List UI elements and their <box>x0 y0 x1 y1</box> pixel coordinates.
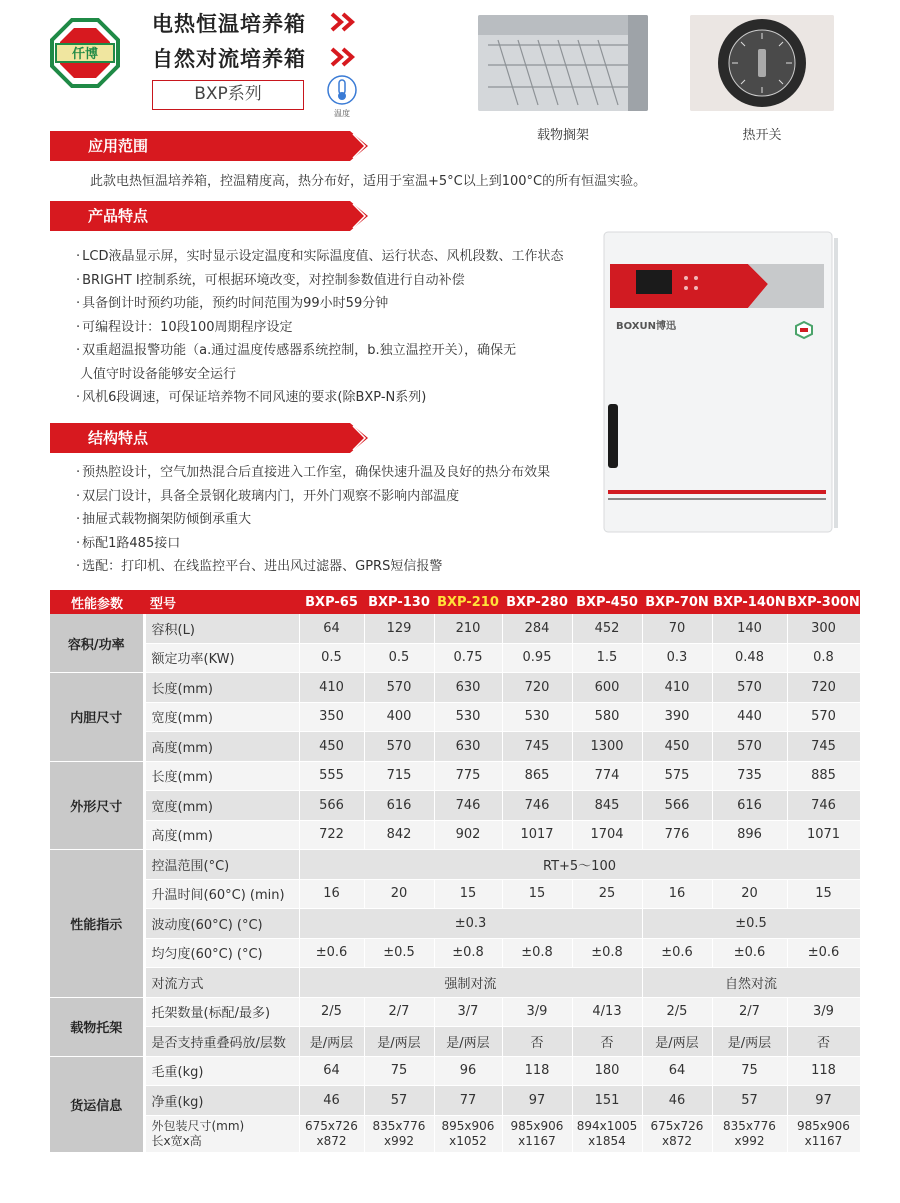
table-cell: 77 <box>434 1086 502 1116</box>
table-cell: 570 <box>787 702 860 732</box>
table-cell: 是/两层 <box>712 1027 787 1057</box>
param-label: 波动度(60°C) (°C) <box>144 909 299 939</box>
table-cell: 575 <box>642 761 712 791</box>
table-cell: 64 <box>299 614 364 643</box>
table-cell: 1704 <box>572 820 642 850</box>
table-cell: 是/两层 <box>642 1027 712 1057</box>
table-cell: 15 <box>787 879 860 909</box>
application-text: 此款电热恒温培养箱，控温精度高，热分布好，适用于室温+5°C以上到100°C的所有恒温实验。 <box>90 174 647 189</box>
table-cell-merged: 自然对流 <box>642 968 860 998</box>
param-label: 宽度(mm) <box>144 791 299 821</box>
table-cell: 20 <box>712 879 787 909</box>
table-cell: 745 <box>502 732 572 762</box>
table-cell: 570 <box>712 732 787 762</box>
list-item: · 具备倒计时预约功能，预约时间范围为99小时59分钟 <box>76 292 563 316</box>
table-cell: 600 <box>572 673 642 703</box>
table-cell: 566 <box>642 791 712 821</box>
header-model: BXP-280 <box>502 590 572 614</box>
param-label: 长度(mm) <box>144 673 299 703</box>
table-cell: 896 <box>712 820 787 850</box>
table-cell: 902 <box>434 820 502 850</box>
table-cell: 865 <box>502 761 572 791</box>
table-cell: 75 <box>712 1056 787 1086</box>
param-label: 毛重(kg) <box>144 1056 299 1086</box>
table-cell: 885 <box>787 761 860 791</box>
table-cell: 0.5 <box>299 643 364 673</box>
param-label: 对流方式 <box>144 968 299 998</box>
header-model: BXP-130 <box>364 590 434 614</box>
series-label: BXP系列 <box>152 80 304 110</box>
table-cell: 57 <box>364 1086 434 1116</box>
header-model: BXP-70N <box>642 590 712 614</box>
table-cell: 580 <box>572 702 642 732</box>
list-item: · 预热腔设计，空气加热混合后直接进入工作室，确保快速升温及良好的热分布效果 <box>76 461 550 485</box>
table-cell: 1071 <box>787 820 860 850</box>
table-cell: 25 <box>572 879 642 909</box>
group-label: 外形尺寸 <box>50 761 144 850</box>
table-cell: 2/5 <box>299 997 364 1027</box>
table-cell: 46 <box>642 1086 712 1116</box>
table-cell: 否 <box>502 1027 572 1057</box>
cell-line: 835x776 <box>723 1118 776 1133</box>
table-cell: 是/两层 <box>434 1027 502 1057</box>
table-cell: 1.5 <box>572 643 642 673</box>
product-brand-text: BOXUN博迅 <box>616 321 676 332</box>
group-label: 性能指示 <box>50 850 144 998</box>
table-cell: 616 <box>364 791 434 821</box>
cell-line: 895x906 <box>441 1118 495 1133</box>
table-cell: 16 <box>299 879 364 909</box>
param-label: 托架数量(标配/最多) <box>144 997 299 1027</box>
table-cell: 570 <box>712 673 787 703</box>
structure-list <box>76 461 550 579</box>
table-cell: 566 <box>299 791 364 821</box>
cell-line: x1854 <box>588 1133 626 1148</box>
spec-table <box>50 590 861 1153</box>
table-cell <box>299 1115 364 1152</box>
table-cell: 16 <box>642 879 712 909</box>
table-cell: 75 <box>364 1056 434 1086</box>
table-row <box>50 850 860 880</box>
temperature-label: 温度 <box>334 109 350 118</box>
table-cell: 715 <box>364 761 434 791</box>
table-cell: 845 <box>572 791 642 821</box>
table-cell: 210 <box>434 614 502 643</box>
table-cell: 97 <box>502 1086 572 1116</box>
param-label-line: 长x宽x高 <box>151 1133 202 1148</box>
table-cell: ±0.5 <box>364 938 434 968</box>
table-cell: 390 <box>642 702 712 732</box>
group-label: 货运信息 <box>50 1056 144 1152</box>
double-chevron-icon <box>330 47 356 67</box>
cell-line: x1052 <box>449 1133 487 1148</box>
table-cell: ±0.6 <box>712 938 787 968</box>
param-label: 高度(mm) <box>144 732 299 762</box>
table-cell: 774 <box>572 761 642 791</box>
table-cell: 2/5 <box>642 997 712 1027</box>
table-cell: 440 <box>712 702 787 732</box>
list-item: · 风机6段调速，可保证培养物不同风速的要求(除BXP-N系列) <box>76 386 563 410</box>
list-item: · BRIGHT I控制系统，可根据环境改变，对控制参数值进行自动补偿 <box>76 269 563 293</box>
cell-line: x992 <box>734 1133 765 1148</box>
table-cell-merged: ±0.5 <box>642 909 860 939</box>
table-cell: 530 <box>434 702 502 732</box>
table-cell: 1300 <box>572 732 642 762</box>
table-cell <box>364 1115 434 1152</box>
table-cell: 616 <box>712 791 787 821</box>
table-cell: 0.48 <box>712 643 787 673</box>
table-cell: 3/7 <box>434 997 502 1027</box>
table-cell: ±0.6 <box>787 938 860 968</box>
table-cell: 3/9 <box>787 997 860 1027</box>
table-cell: 1017 <box>502 820 572 850</box>
group-label: 容积/功率 <box>50 614 144 673</box>
table-cell: 是/两层 <box>364 1027 434 1057</box>
table-cell: ±0.8 <box>502 938 572 968</box>
table-cell <box>502 1115 572 1152</box>
header-model: BXP-65 <box>299 590 364 614</box>
table-cell: 630 <box>434 732 502 762</box>
table-cell: 180 <box>572 1056 642 1086</box>
table-cell: 64 <box>299 1056 364 1086</box>
list-item: · LCD液晶显示屏，实时显示设定温度和实际温度值、运行状态、风机段数、工作状态 <box>76 245 563 269</box>
incubator-product-image <box>598 228 838 540</box>
list-item: · 标配1路485接口 <box>76 532 550 556</box>
cell-line: x1167 <box>804 1133 843 1148</box>
table-cell: 776 <box>642 820 712 850</box>
table-cell: 46 <box>299 1086 364 1116</box>
cell-line: 675x726 <box>650 1118 704 1133</box>
cell-line: x872 <box>316 1133 347 1148</box>
cell-line: 985x906 <box>797 1118 850 1133</box>
table-cell: 555 <box>299 761 364 791</box>
table-cell: 0.75 <box>434 643 502 673</box>
thermal-switch-photo <box>690 15 834 111</box>
title-line-2: 自然对流培养箱 <box>152 47 306 71</box>
cell-line: x872 <box>661 1133 692 1148</box>
table-cell: 15 <box>502 879 572 909</box>
table-cell: 64 <box>642 1056 712 1086</box>
section-header-features <box>50 201 370 231</box>
table-row <box>50 968 860 998</box>
table-row <box>50 673 860 703</box>
table-cell: 97 <box>787 1086 860 1116</box>
cell-line: 894x1005 <box>576 1118 638 1133</box>
table-cell: 2/7 <box>712 997 787 1027</box>
table-cell: 746 <box>434 791 502 821</box>
table-cell: ±0.8 <box>434 938 502 968</box>
table-cell: 140 <box>712 614 787 643</box>
table-cell: 70 <box>642 614 712 643</box>
table-cell: 57 <box>712 1086 787 1116</box>
table-row <box>50 1027 860 1057</box>
title-line-1: 电热恒温培养箱 <box>152 12 306 36</box>
table-cell: 0.5 <box>364 643 434 673</box>
table-row <box>50 1056 860 1086</box>
list-item-continued: 人值守时设备能够安全运行 <box>80 366 237 382</box>
table-cell: 否 <box>572 1027 642 1057</box>
header-model: BXP-300N <box>787 590 860 614</box>
logo-text: 仟博 <box>71 47 99 62</box>
param-label: 额定功率(KW) <box>144 643 299 673</box>
list-item: · 选配：打印机、在线监控平台、进出风过滤器、GPRS短信报警 <box>76 555 550 579</box>
table-cell: 118 <box>502 1056 572 1086</box>
header-model-highlighted: BXP-210 <box>434 590 502 614</box>
table-cell: 842 <box>364 820 434 850</box>
group-label: 内胆尺寸 <box>50 673 144 762</box>
table-cell: 746 <box>502 791 572 821</box>
table-cell: 0.95 <box>502 643 572 673</box>
table-cell: 775 <box>434 761 502 791</box>
table-cell <box>712 1115 787 1152</box>
section-title: 应用范围 <box>88 137 149 155</box>
table-cell: 722 <box>299 820 364 850</box>
table-row <box>50 643 860 673</box>
table-cell: 300 <box>787 614 860 643</box>
table-row <box>50 1086 860 1116</box>
table-cell: 3/9 <box>502 997 572 1027</box>
table-cell: 410 <box>299 673 364 703</box>
table-cell <box>434 1115 502 1152</box>
cell-line: 675x726 <box>305 1118 358 1133</box>
table-cell: 570 <box>364 732 434 762</box>
section-header-application <box>50 131 370 161</box>
table-cell: 0.3 <box>642 643 712 673</box>
table-cell: 350 <box>299 702 364 732</box>
shelf-rack-photo <box>478 15 648 111</box>
table-row <box>50 909 860 939</box>
table-cell: 15 <box>434 879 502 909</box>
table-header-row <box>50 590 860 614</box>
param-label: 高度(mm) <box>144 820 299 850</box>
header-model: BXP-450 <box>572 590 642 614</box>
param-label <box>144 1115 299 1152</box>
table-cell: 735 <box>712 761 787 791</box>
list-item: · 双重超温报警功能（a.通过温度传感器系统控制，b.独立温控开关），确保无 <box>76 339 563 363</box>
table-cell: 284 <box>502 614 572 643</box>
section-header-structure <box>50 423 370 453</box>
param-label: 均匀度(60°C) (°C) <box>144 938 299 968</box>
table-cell <box>572 1115 642 1152</box>
table-cell: 720 <box>502 673 572 703</box>
table-cell: ±0.8 <box>572 938 642 968</box>
header-group: 性能参数 <box>50 590 144 614</box>
table-cell-merged: ±0.3 <box>299 909 642 939</box>
group-label: 载物托架 <box>50 997 144 1056</box>
list-item: · 可编程设计：10段100周期程序设定 <box>76 316 563 340</box>
list-item: · 双层门设计，具备全景钢化玻璃内门，开外门观察不影响内部温度 <box>76 485 550 509</box>
cell-line: 985x906 <box>510 1118 564 1133</box>
table-row <box>50 879 860 909</box>
header-param: 型号 <box>144 590 299 614</box>
param-label: 是否支持重叠码放/层数 <box>144 1027 299 1057</box>
cell-line: x992 <box>383 1133 414 1148</box>
section-title: 产品特点 <box>88 207 149 225</box>
table-cell: 450 <box>642 732 712 762</box>
cell-line: x1167 <box>518 1133 556 1148</box>
param-label: 控温范围(°C) <box>144 850 299 880</box>
table-row <box>50 614 860 643</box>
table-row <box>50 732 860 762</box>
header-model: BXP-140N <box>712 590 787 614</box>
table-cell: 2/7 <box>364 997 434 1027</box>
table-row <box>50 938 860 968</box>
list-item: · 抽屉式载物搁架防倾倒承重大 <box>76 508 550 532</box>
param-label: 长度(mm) <box>144 761 299 791</box>
table-cell: 118 <box>787 1056 860 1086</box>
photo-caption-switch: 热开关 <box>742 128 782 143</box>
table-cell: 4/13 <box>572 997 642 1027</box>
table-cell: 410 <box>642 673 712 703</box>
table-cell: 452 <box>572 614 642 643</box>
table-cell: 是/两层 <box>299 1027 364 1057</box>
cell-line: 835x776 <box>372 1118 426 1133</box>
table-row <box>50 1115 860 1152</box>
table-cell: 129 <box>364 614 434 643</box>
photo-caption-rack: 载物搁架 <box>536 128 589 143</box>
table-cell: 450 <box>299 732 364 762</box>
table-cell: ±0.6 <box>299 938 364 968</box>
table-row <box>50 702 860 732</box>
table-cell: 151 <box>572 1086 642 1116</box>
table-row <box>50 997 860 1027</box>
table-cell <box>787 1115 860 1152</box>
param-label: 净重(kg) <box>144 1086 299 1116</box>
table-cell-merged: RT+5～100 <box>299 850 860 880</box>
table-cell: 96 <box>434 1056 502 1086</box>
double-chevron-icon <box>330 12 356 32</box>
table-cell-merged: 强制对流 <box>299 968 642 998</box>
table-row <box>50 791 860 821</box>
param-label: 宽度(mm) <box>144 702 299 732</box>
company-logo <box>50 18 120 88</box>
table-cell: 745 <box>787 732 860 762</box>
param-label: 容积(L) <box>144 614 299 643</box>
table-cell: 20 <box>364 879 434 909</box>
table-cell: 530 <box>502 702 572 732</box>
param-label: 升温时间(60°C) (min) <box>144 879 299 909</box>
table-cell: 630 <box>434 673 502 703</box>
table-cell: ±0.6 <box>642 938 712 968</box>
table-cell: 0.8 <box>787 643 860 673</box>
table-cell: 720 <box>787 673 860 703</box>
section-title: 结构特点 <box>88 429 149 447</box>
table-row <box>50 761 860 791</box>
table-cell <box>642 1115 712 1152</box>
table-cell: 570 <box>364 673 434 703</box>
param-label-line: 外包装尺寸(mm) <box>151 1118 245 1133</box>
table-cell: 否 <box>787 1027 860 1057</box>
table-cell: 746 <box>787 791 860 821</box>
table-row <box>50 820 860 850</box>
features-list <box>76 245 563 410</box>
table-cell: 400 <box>364 702 434 732</box>
